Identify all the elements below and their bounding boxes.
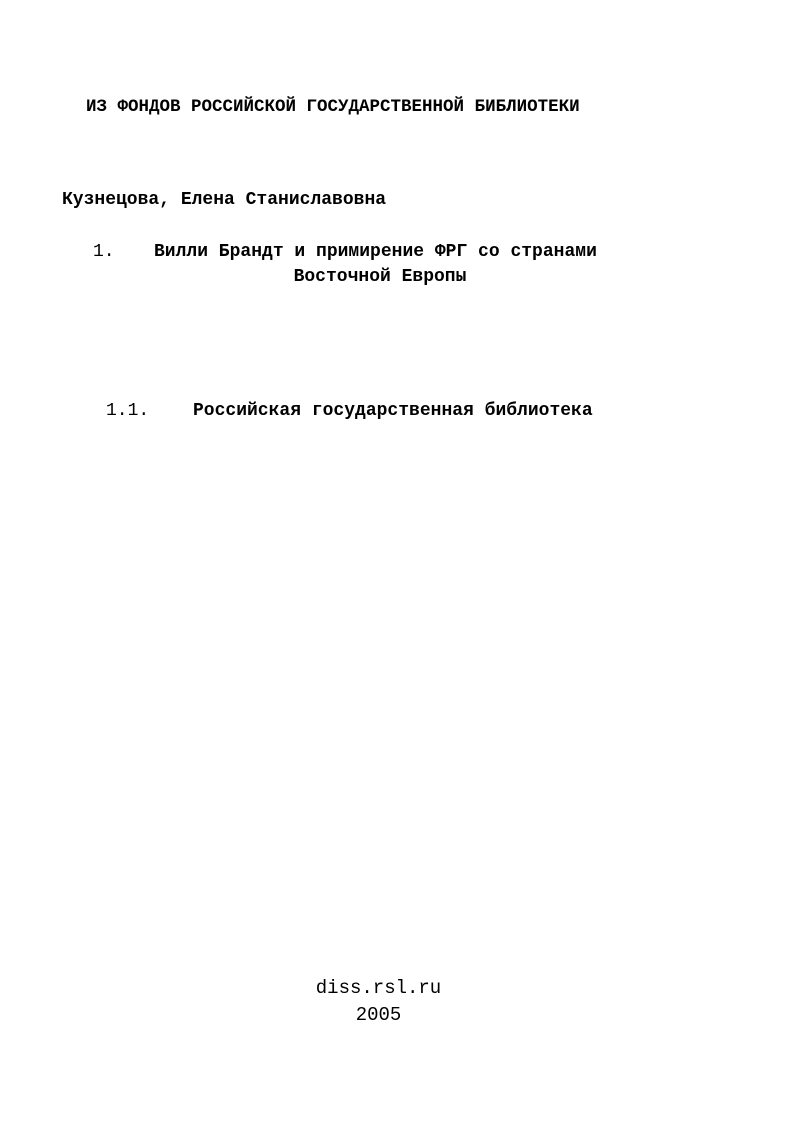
- footer-site: diss.rsl.ru: [315, 977, 442, 999]
- title-line-1: Вилли Брандт и примирение ФРГ со странами: [154, 242, 597, 262]
- title-number: 1.: [93, 242, 115, 262]
- author-name: Кузнецова, Елена Станиславовна: [62, 190, 387, 210]
- subtitle-number: 1.1.: [106, 401, 150, 421]
- subtitle-text: Российская государственная библиотека: [193, 401, 593, 421]
- title-line-2: Восточной Европы: [293, 267, 467, 287]
- library-header: ИЗ ФОНДОВ РОССИЙСКОЙ ГОСУДАРСТВЕННОЙ БИБЛИОТЕКИ: [86, 97, 580, 117]
- footer-year: 2005: [355, 1004, 402, 1026]
